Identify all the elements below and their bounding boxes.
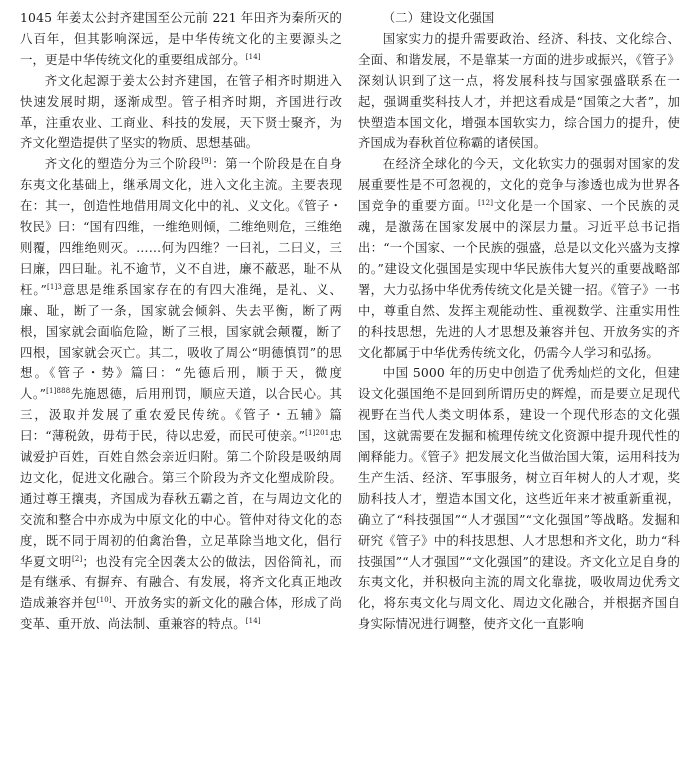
section-heading: （二）建设文化强国	[382, 10, 495, 25]
paragraph-text: 意思是维系国家存在的有四大准绳，是礼、义、廉、耻，断了一条，国家就会倾斜、失去平衡，断了两根，国家就会面临危险，断了三根，国家就会颠覆，断了四根，国家就会灭亡。其二，吸收了周公“明德慎罚”的思想。《管子・势》篇曰：“先德后刑，顺于天，微度人。”	[20, 281, 342, 402]
body-paragraph	[20, 154, 342, 635]
citation-ref: [1]888	[46, 387, 71, 396]
paragraph-text: 先施恩德，后用刑罚，顺应天道，以合民心。其三，汲取并发展了重农爱民传统。《管子・五辅》篇曰：“薄税敛，毋苟于民，待以忠爱，而民可使亲。”	[20, 386, 342, 444]
paragraph-text: ：第一个阶段是在自身东夷文化基础上，继承周文化，进入文化主流。主要表现在：其一，创造性地借用周文化中的礼、义文化。《管子・牧民》曰：“国有四维，一维绝则倾，二维绝则危，三维绝则覆，四维绝则灭。……何为四维？一曰礼，二曰义，三曰廉，四曰耻。礼不逾节，义不自进，廉不蔽恶，耻不从枉。”	[20, 156, 342, 297]
paragraph-text: 文化是一个国家、一个民族的灵魂，是激荡在国家发展中的深层力量。习近平总书记指出：“一个国家、一个民族的强盛，总是以文化兴盛为支撑的。”建设文化强国是实现中华民族伟大复兴的重要战略部署，大力弘扬中华优秀传统文化是关键一招。《管子》一书中，尊重自然、发挥主观能动性、重视数学、注重实用性的科技思想，先进的人才思想及兼容并包、开放务实的齐文化都属于中华优秀传统文化，仍需今人学习和弘扬。	[358, 198, 680, 360]
citation-ref: [10]	[96, 596, 112, 605]
citation-ref: [1]201	[305, 429, 330, 437]
paragraph-text: 在经济全球化的今天，文化软实力的强弱对国家的发展重要性是不可忽视的，文化的竞争与渗透也成为世界各国竞争的重要方面。	[358, 156, 680, 214]
citation-ref: [1]3	[46, 282, 62, 291]
paragraph-text: ；也没有完全因袭太公的做法，因俗简礼，而是有继承、有摒弃、有融合、有发展，将齐文化真正地改造成兼容并包	[20, 553, 342, 611]
paragraph-text: 1045 年姜太公封齐建国至公元前 221 年田齐为秦所灭的八百年，但其影响深远，是中华传统文化的主要源头之一，更是中华传统文化的重要组成部分。	[20, 10, 342, 67]
paragraph-text: 忠诚爱护百姓，百姓自然会亲近归附。第二个阶段是吸纳周边文化，促进文化融合。第三个阶段为齐文化塑成阶段。通过尊王攘夷，齐国成为春秋五霸之首，在与周边文化的交流和整合中亦成为中原文化的中心。管仲对待文化的态度，既不同于周初的伯禽治鲁，立足革除当地文化，倡行华夏文明	[20, 428, 342, 569]
citation-ref: [9]	[201, 157, 212, 166]
body-paragraph	[358, 154, 680, 363]
body-paragraph	[20, 71, 342, 155]
body-paragraph	[358, 363, 680, 635]
paragraph-text: 、开放务实的新文化的融合体，形成了尚变革、重开放、尚法制、重兼容的特点。	[20, 595, 343, 632]
citation-ref: [14]	[245, 617, 261, 626]
body-paragraph	[358, 29, 680, 154]
paragraph-text: 国家实力的提升需要政治、经济、科技、文化综合、全面、和谐发展，不是靠某一方面的进步或振兴，《管子》深刻认识到了这一点，将发展科技与国家强盛联系在一起，强调重奖科技人才，并把这看成是“国策之大者”，加快塑造本国文化，增强本国软实力，综合国力的提升，使齐国成为春秋首位称霸的诸侯国。	[358, 30, 680, 151]
citation-ref: [12]	[478, 199, 494, 208]
paragraph-text: 中国 5000 年的历史中创造了优秀灿烂的文化，但建设文化强国绝不是回到所谓历史的辉煌，而是要立足现代视野在当代人类文明体系，建设一个现代形态的文化强国，这就需要在发掘和梳理传统文化资源中提升现代性的阐释能力。《管子》把发展文化当做治国大策，运用科技为生产生活、经济、军事服务，树立百年树人的人才观，奖励科技人才，塑造本国文化，这些近年来才被重新重视，确立了“科技强国”“人才强国”“文化强国”等战略。发掘和研究《管子》中的科技思想、人才思想和齐文化，助力“科技强国”“人才强国”“文化强国”的建设。齐文化立足自身的东夷文化，并积极向主流的周文化靠拢，吸收周边优秀文化，将东夷文化与周文化、周边文化融合，并根据齐国自身实际情况进行调整，使齐文化一直影响	[358, 365, 680, 632]
citation-ref: [2]	[72, 554, 83, 563]
paragraph-text: 齐文化起源于姜太公封齐建国，在管子相齐时期进入快速发展时期，逐渐成型。管子相齐时期，齐国进行改革，注重农业、工商业、科技的发展，天下贤士聚齐，为齐文化塑造提供了坚实的物质、思想基础。	[20, 72, 342, 151]
citation-ref: [14]	[245, 52, 261, 61]
right-column	[358, 8, 680, 635]
paragraph-text: 齐文化的塑造分为三个阶段	[44, 156, 202, 172]
body-paragraph	[20, 8, 342, 71]
left-column	[20, 8, 342, 635]
